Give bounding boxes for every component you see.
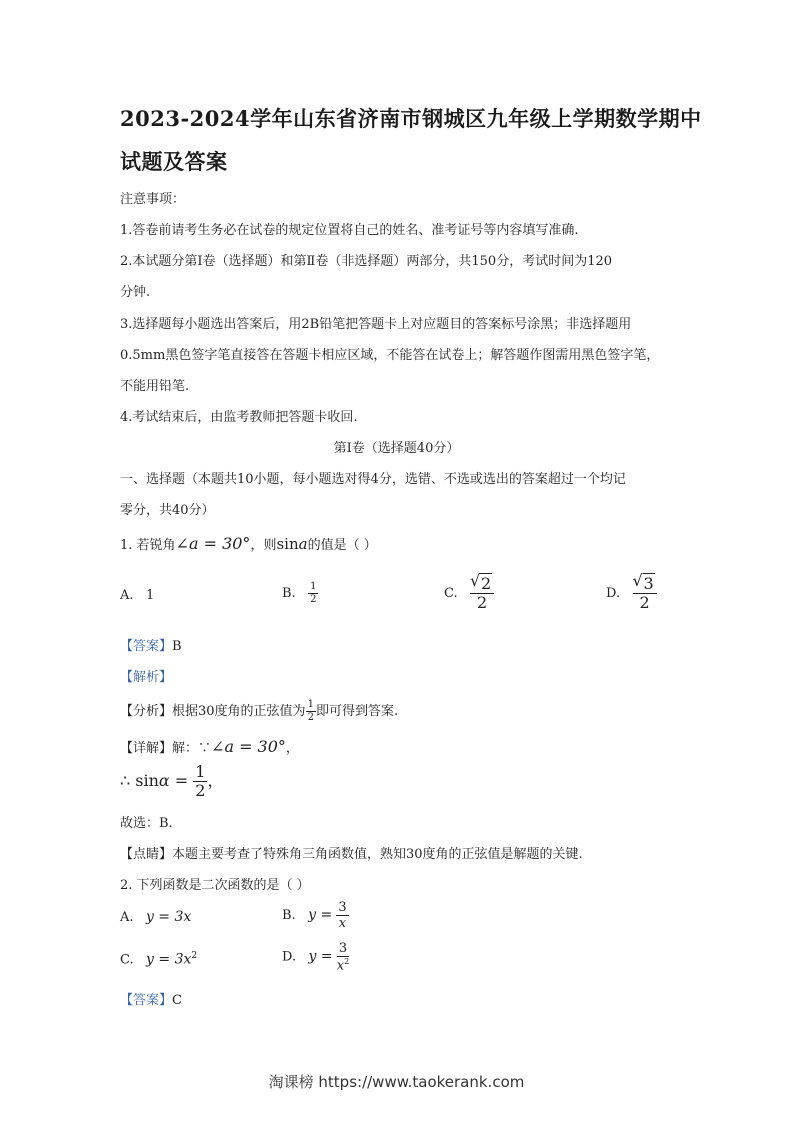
q2-answer	[120, 989, 182, 1008]
q1-option-a-label: A.	[120, 588, 134, 603]
q1-option-b	[282, 582, 318, 605]
q1-option-c-fraction	[470, 576, 494, 611]
q2-option-d-denominator-wrap	[337, 957, 349, 972]
q1-result-denominator: 2	[195, 781, 206, 800]
notice-item: 不能用铅笔.	[120, 379, 190, 394]
q2-answer-value: C	[172, 993, 182, 1008]
q1-fenxi-text-2: 即可得到答案.	[315, 704, 399, 719]
q1-option-c-radicand: 2	[481, 574, 492, 593]
q1-xiangjie-end: ，	[285, 741, 299, 756]
q1-dianjing	[120, 843, 583, 862]
q1-option-b-denominator: 2	[310, 594, 317, 605]
q1-answer-tag: 【答案】	[120, 639, 173, 654]
q1-result-end: ，	[207, 771, 224, 790]
q2-option-d-exponent: 2	[344, 957, 350, 966]
q1-result-line	[120, 764, 224, 799]
q2-option-c-label: C.	[120, 952, 134, 968]
notice-heading: 注意事项：	[120, 192, 186, 207]
q1-fenxi-text-1: 根据30度角的正弦值为	[172, 704, 306, 719]
q2-option-b-lhs: y =	[308, 907, 333, 923]
part-intro-line-1: 一、选择题（本题共10小题，每小题选对得4分，选错、不选或选出的答案超过一个均记	[120, 472, 626, 487]
q1-var: a	[298, 535, 308, 553]
q1-option-d-denominator: 2	[639, 593, 650, 612]
q1-xiangjie	[120, 737, 299, 756]
q2-option-d-numerator: 3	[338, 941, 348, 956]
q2-option-d-denominator: x	[336, 958, 345, 974]
q1-option-d-label: D.	[606, 586, 621, 601]
q1-prefix: 1. 若锐角	[120, 538, 176, 553]
question-1-stem	[120, 534, 377, 553]
q1-analysis-tag: 【解析】	[120, 670, 173, 685]
q2-answer-tag: 【答案】	[120, 993, 173, 1008]
notice-item: 2.本试题分第Ⅰ卷（选择题）和第Ⅱ卷（非选择题）两部分，共150分，考试时间为120	[120, 254, 613, 269]
q1-alpha: α	[158, 771, 170, 790]
q2-option-d-lhs: y =	[308, 948, 333, 965]
q1-option-b-label: B.	[282, 586, 296, 601]
q1-equals: =	[169, 771, 194, 790]
q1-fenxi-tag: 【分析】	[120, 704, 173, 719]
q1-xiangjie-math: ∠a = 30°	[211, 737, 286, 756]
q1-answer	[120, 635, 182, 654]
q1-option-c-denominator: 2	[477, 593, 488, 612]
q2-option-d-fraction	[337, 942, 349, 972]
q1-option-b-fraction	[308, 582, 318, 605]
q1-xiangjie-text: 解：∵	[172, 741, 212, 756]
q1-answer-value: B	[172, 639, 182, 654]
q1-xiangjie-tag: 【详解】	[120, 741, 173, 756]
section-title: 第Ⅰ卷（选择题40分）	[333, 441, 460, 456]
q1-option-d	[606, 576, 657, 611]
footer-watermark: 淘课榜 https://www.taokerank.com	[268, 1073, 525, 1091]
q1-option-a-value: 1	[145, 588, 155, 603]
notice-item: 4.考试结束后，由监考教师把答题卡收回.	[120, 410, 358, 425]
q1-option-d-fraction	[633, 576, 657, 611]
notice-item: 1.答卷前请考生务必在试卷的规定位置将自己的姓名、准考证号等内容填写准确.	[120, 223, 579, 238]
q2-option-b-denominator: x	[338, 916, 347, 931]
q2-option-a	[120, 909, 191, 925]
q2-option-b	[282, 901, 349, 930]
q1-fenxi-denominator: 2	[307, 712, 314, 723]
q1-therefore-sin: ∴ sin	[120, 771, 159, 790]
q1-fenxi	[120, 700, 398, 723]
q1-option-a	[120, 588, 154, 603]
document-title-line-2: 试题及答案	[120, 149, 228, 174]
q1-analysis	[120, 666, 172, 685]
document-title-line-1: 2023-2024学年山东省济南市钢城区九年级上学期数学期中	[120, 106, 702, 131]
part-intro-line-2: 零分，共40分）	[120, 503, 215, 518]
q2-option-a-math: y = 3x	[145, 909, 192, 925]
q1-sin: sin	[276, 535, 299, 553]
notice-item: 分钟.	[120, 285, 151, 300]
q2-option-b-numerator: 3	[338, 900, 347, 915]
q1-dianjing-text: 本题主要考查了特殊角三角函数值，熟知30度角的正弦值是解题的关键.	[172, 847, 583, 862]
q1-dianjing-tag: 【点睛】	[120, 847, 173, 862]
q1-result-numerator: 1	[195, 762, 206, 781]
notice-item: 3.选择题每小题选出答案后，用2B铅笔把答题卡上对应题目的答案标号涂黑；非选择题用	[120, 317, 632, 332]
q1-suffix: 的值是（ ）	[307, 538, 377, 553]
q2-option-a-label: A.	[120, 910, 134, 925]
notice-item: 0.5mm黑色签字笔直接答在答题卡相应区域，不能答在试卷上；解答题作图需用黑色签字笔，	[120, 348, 660, 363]
q2-option-d-label: D.	[282, 949, 297, 965]
q1-option-c-label: C.	[444, 586, 458, 601]
q2-option-c-math: y = 3x	[146, 951, 192, 968]
q1-choose: 故选：B.	[120, 816, 173, 831]
q1-option-d-sqrt	[635, 576, 655, 592]
q1-angle-math: ∠a = 30°	[175, 534, 251, 553]
q2-option-d	[282, 942, 349, 972]
q1-option-b-numerator: 1	[310, 581, 317, 592]
q1-fenxi-numerator: 1	[307, 699, 314, 710]
q1-result-fraction	[193, 764, 207, 799]
q2-option-b-label: B.	[282, 908, 296, 923]
question-2-stem: 2. 下列函数是二次函数的是（ ）	[120, 878, 310, 893]
q1-mid: ，则	[250, 538, 277, 553]
q1-fenxi-fraction	[306, 700, 316, 723]
q1-option-d-radicand: 3	[643, 574, 654, 593]
q1-option-c-sqrt	[472, 576, 492, 592]
q1-option-c	[444, 576, 494, 611]
q2-option-c	[120, 951, 197, 967]
q2-option-b-fraction	[336, 901, 348, 930]
q2-option-c-exponent: 2	[191, 951, 198, 961]
